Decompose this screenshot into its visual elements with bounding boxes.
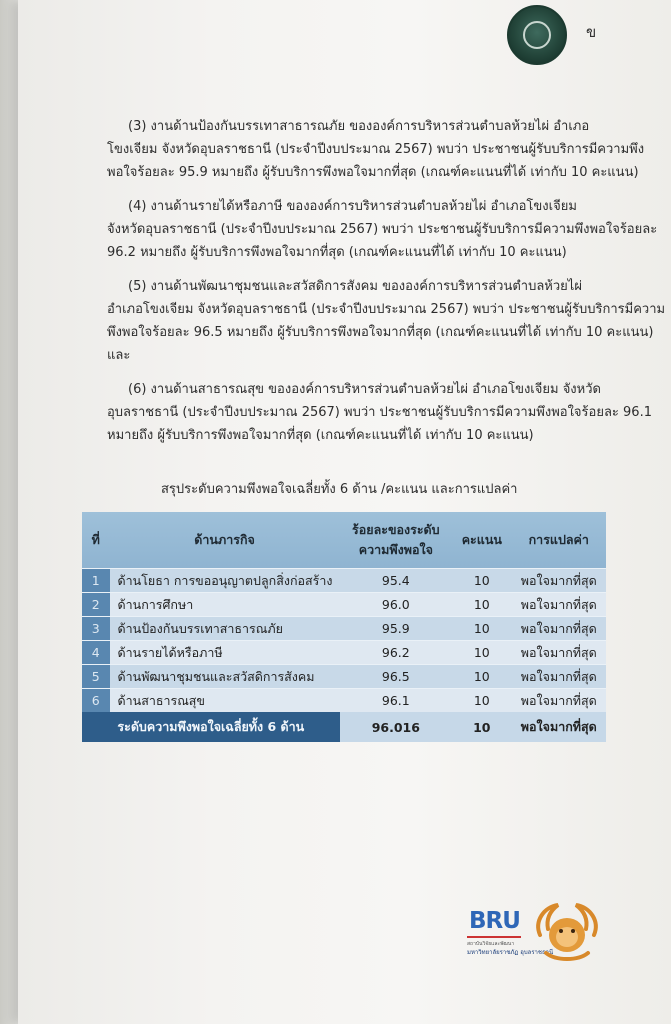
para-3-line-1: (3) งานด้านป้องกันบรรเทาสาธารณภัย ขององค์การบริหารส่วนตำบลห้วยไผ่ อำเภอ xyxy=(128,119,590,134)
row-task: ด้านพัฒนาชุมชนและสวัสดิการสังคม xyxy=(110,665,340,689)
table-row xyxy=(82,593,606,617)
row-score: 10 xyxy=(452,593,512,617)
page-number: ข xyxy=(586,23,597,41)
footer-label: ระดับความพึงพอใจเฉลี่ยทั้ง 6 ด้าน xyxy=(82,712,340,742)
row-percent: 96.2 xyxy=(340,641,452,665)
bru-underline xyxy=(467,936,521,938)
header-percent-line-1: ร้อยละของระดับ xyxy=(352,522,440,537)
table-header-row xyxy=(82,512,606,569)
organization-seal-icon xyxy=(507,5,567,65)
row-task: ด้านรายได้หรือภาษี xyxy=(110,641,340,665)
para-4-line-3: 96.2 หมายถึง ผู้รับบริการพึงพอใจมากที่สุด (เกณฑ์คะแนนที่ได้ เท่ากับ 10 คะแนน) xyxy=(107,245,567,260)
row-score: 10 xyxy=(452,689,512,713)
para-6-line-2: อุบลราชธานี (ประจำปีงบประมาณ 2567) พบว่า ประชาชนผู้รับบริการมีความพึงพอใจร้อยละ 96.1 xyxy=(107,405,652,420)
row-score: 10 xyxy=(452,569,512,593)
para-5-line-2: อำเภอโขงเจียม จังหวัดอุบลราชธานี (ประจำปีงบประมาณ 2567) พบว่า ประชาชนผู้รับบริการมีความ xyxy=(107,302,666,317)
bru-wordmark: BRU xyxy=(469,908,520,934)
table-caption: สรุประดับความพึงพอใจเฉลี่ยทั้ง 6 ด้าน /คะแนน และการแปลค่า xyxy=(161,482,518,497)
page-edge xyxy=(0,0,18,1024)
row-task: ด้านป้องกันบรรเทาสาธารณภัย xyxy=(110,617,340,641)
table-row xyxy=(82,665,606,689)
para-3-line-2: โขงเจียม จังหวัดอุบลราชธานี (ประจำปีงบประมาณ 2567) พบว่า ประชาชนผู้รับบริการมีความพึง xyxy=(107,142,645,157)
row-meaning: พอใจมากที่สุด xyxy=(512,617,606,641)
para-5-line-4: และ xyxy=(107,348,131,363)
tiger-logo-icon xyxy=(532,901,602,963)
para-6-line-3: หมายถึง ผู้รับบริการพึงพอใจมากที่สุด (เกณฑ์คะแนนที่ได้ เท่ากับ 10 คะแนน) xyxy=(107,428,534,443)
header-meaning: การแปลค่า xyxy=(512,512,606,569)
satisfaction-summary-table xyxy=(82,512,606,742)
footer-meaning: พอใจมากที่สุด xyxy=(512,712,606,742)
footer-percent: 96.016 xyxy=(340,712,452,742)
row-no: 6 xyxy=(82,689,110,713)
para-4-line-1: (4) งานด้านรายได้หรือภาษี ขององค์การบริหารส่วนตำบลห้วยไผ่ อำเภอโขงเจียม xyxy=(128,199,577,214)
para-5-line-1: (5) งานด้านพัฒนาชุมชนและสวัสดิการสังคม ขององค์การบริหารส่วนตำบลห้วยไผ่ xyxy=(128,279,582,294)
header-percent-line-2: ความพึงพอใจ xyxy=(358,542,433,557)
row-percent: 95.4 xyxy=(340,569,452,593)
table-row xyxy=(82,641,606,665)
header-task: ด้านภารกิจ xyxy=(110,512,340,569)
bru-university-logo xyxy=(465,906,554,956)
header-percent xyxy=(340,512,452,569)
table-row xyxy=(82,569,606,593)
row-score: 10 xyxy=(452,665,512,689)
para-3-line-3: พอใจร้อยละ 95.9 หมายถึง ผู้รับบริการพึงพอใจมากที่สุด (เกณฑ์คะแนนที่ได้ เท่ากับ 10 คะแนน) xyxy=(107,165,639,180)
header-score: คะแนน xyxy=(452,512,512,569)
table-row xyxy=(82,617,606,641)
row-percent: 95.9 xyxy=(340,617,452,641)
row-meaning: พอใจมากที่สุด xyxy=(512,641,606,665)
table-footer-row xyxy=(82,712,606,742)
row-no: 5 xyxy=(82,665,110,689)
header-no: ที่ xyxy=(82,512,110,569)
bru-sub-caption: สถาบันวิจัยและพัฒนา xyxy=(467,941,515,947)
row-meaning: พอใจมากที่สุด xyxy=(512,569,606,593)
footer-score: 10 xyxy=(452,712,512,742)
para-4-line-2: จังหวัดอุบลราชธานี (ประจำปีงบประมาณ 2567) พบว่า ประชาชนผู้รับบริการมีความพึงพอใจร้อยละ xyxy=(107,222,658,237)
row-percent: 96.1 xyxy=(340,689,452,713)
row-score: 10 xyxy=(452,641,512,665)
row-percent: 96.5 xyxy=(340,665,452,689)
row-no: 1 xyxy=(82,569,110,593)
row-meaning: พอใจมากที่สุด xyxy=(512,593,606,617)
row-task: ด้านโยธา การขออนุญาตปลูกสิ่งก่อสร้าง xyxy=(110,569,340,593)
row-no: 4 xyxy=(82,641,110,665)
row-no: 3 xyxy=(82,617,110,641)
row-no: 2 xyxy=(82,593,110,617)
row-meaning: พอใจมากที่สุด xyxy=(512,665,606,689)
para-5-line-3: พึงพอใจร้อยละ 96.5 หมายถึง ผู้รับบริการพึงพอใจมากที่สุด (เกณฑ์คะแนนที่ได้ เท่ากับ 10 คะแนน) xyxy=(107,325,654,340)
table-row xyxy=(82,689,606,713)
row-meaning: พอใจมากที่สุด xyxy=(512,689,606,713)
row-task: ด้านสาธารณสุข xyxy=(110,689,340,713)
row-score: 10 xyxy=(452,617,512,641)
row-task: ด้านการศึกษา xyxy=(110,593,340,617)
row-percent: 96.0 xyxy=(340,593,452,617)
para-6-line-1: (6) งานด้านสาธารณสุข ขององค์การบริหารส่วนตำบลห้วยไผ่ อำเภอโขงเจียม จังหวัด xyxy=(128,382,601,397)
bru-caption: มหาวิทยาลัยราชภัฏ อุบลราชธานี xyxy=(467,949,554,956)
